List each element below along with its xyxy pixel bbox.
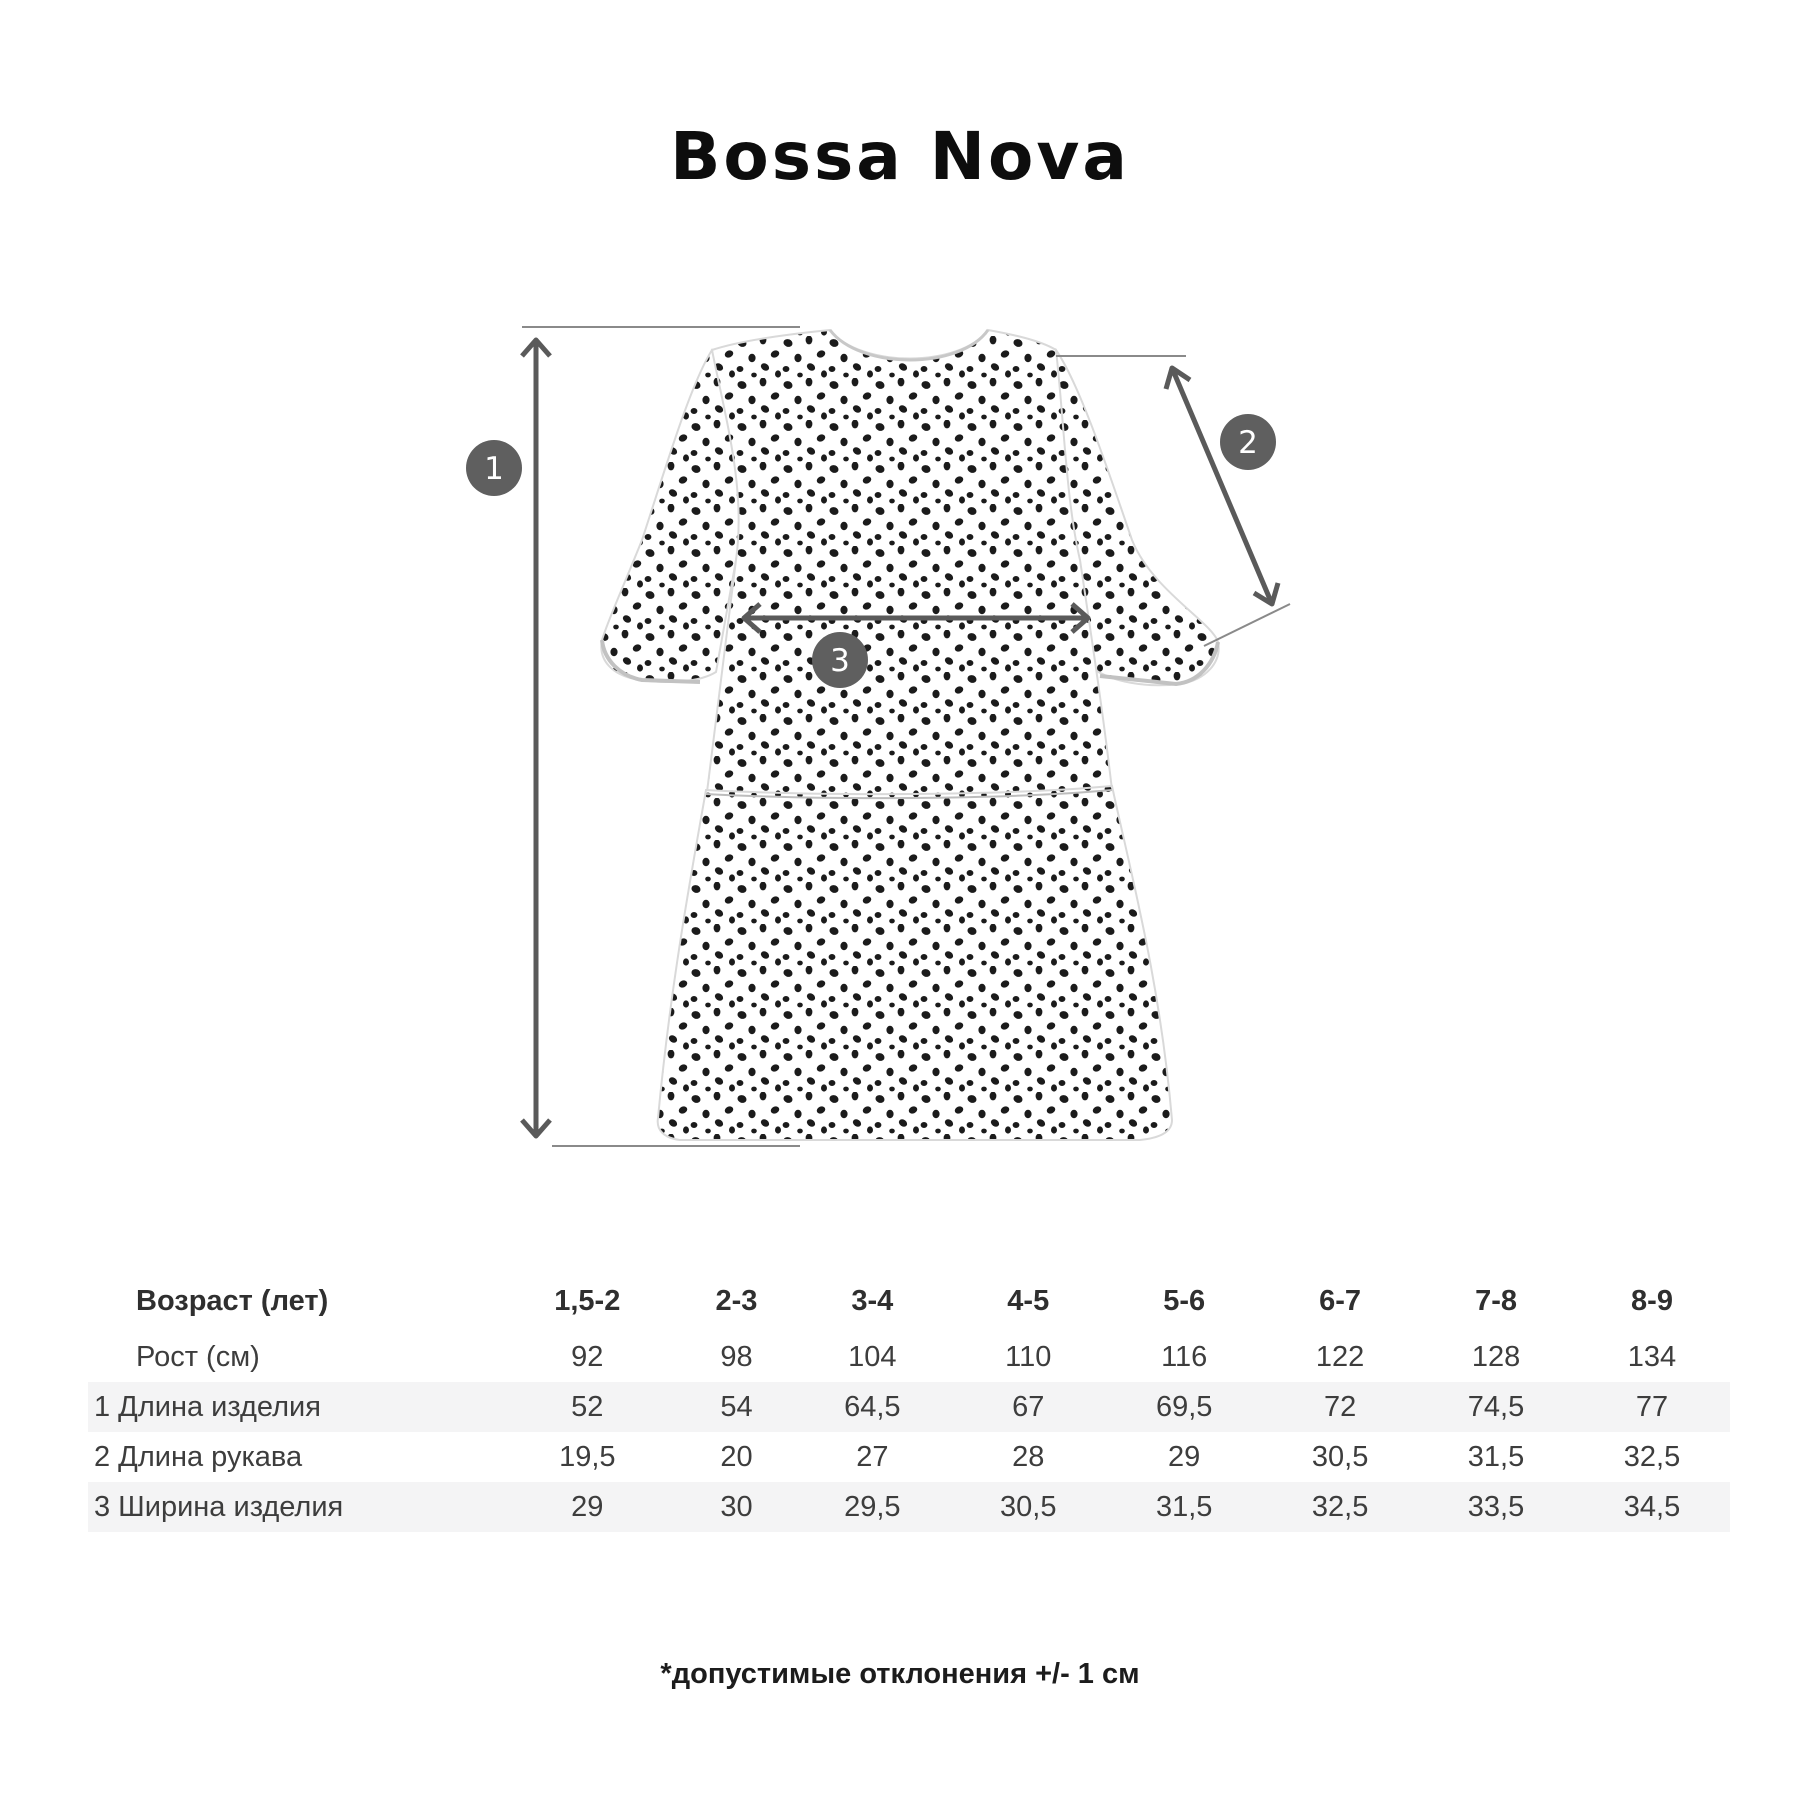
length-cell: 77 [1574,1382,1730,1432]
sleeve-guide-bottom [1204,604,1290,646]
width-cell: 30,5 [950,1482,1106,1532]
sleeve-row [88,1432,1730,1482]
age-cell: 1,5-2 [554,1284,621,1317]
length-cell: 67 [950,1382,1106,1432]
sleeve-cell: 28 [1012,1440,1045,1473]
dress-illustration [601,330,1218,1140]
height-cell: 104 [848,1340,897,1373]
marker-1-label: 1 [484,451,504,487]
length-row [88,1382,1730,1432]
height-cell: 128 [1471,1340,1521,1373]
sleeve-label: 2 Длина рукава [94,1440,303,1473]
length-cell: 69,5 [1106,1382,1262,1432]
brand-title: Bossa Nova [670,118,1130,195]
width-cell: 31,5 [1106,1482,1262,1532]
length-cell: 54 [679,1382,795,1432]
height-label: Рост (см) [136,1340,260,1373]
height-cell: 134 [1627,1340,1677,1373]
sleeve-cell: 20 [720,1440,753,1473]
length-label: 1 Длина изделия [88,1382,496,1432]
age-cell: 6-7 [1319,1284,1362,1317]
length-cell: 52 [496,1382,679,1432]
sleeve-cell: 30,5 [1311,1440,1369,1473]
height-cell: 92 [571,1340,604,1373]
age-label: Возраст (лет) [136,1284,329,1317]
height-cell: 122 [1315,1340,1365,1373]
marker-2-label: 2 [1238,425,1258,461]
width-cell: 29 [496,1482,679,1532]
sleeve-cell: 19,5 [559,1440,616,1473]
age-row [88,1270,1730,1332]
width-cell: 34,5 [1574,1482,1730,1532]
height-cell: 110 [1005,1340,1052,1373]
bodice [706,330,1112,800]
age-cell: 8-9 [1631,1284,1673,1317]
width-row [88,1482,1730,1532]
length-cell: 74,5 [1418,1382,1574,1432]
height-cell: 98 [720,1340,753,1373]
skirt [658,786,1172,1140]
marker-3-label: 3 [830,643,850,679]
height-row [88,1332,1730,1382]
age-cell: 3-4 [851,1284,894,1317]
tolerance-footnote: *допустимые отклонения +/- 1 см [660,1658,1140,1690]
length-cell: 64,5 [794,1382,950,1432]
width-cell: 32,5 [1262,1482,1418,1532]
width-cell: 33,5 [1418,1482,1574,1532]
sleeve-cell: 29 [1168,1440,1201,1473]
age-cell: 4-5 [1007,1284,1050,1317]
sleeve-cell: 32,5 [1623,1440,1681,1473]
age-cell: 5-6 [1163,1284,1206,1317]
width-cell: 30 [679,1482,795,1532]
sleeve-cell: 31,5 [1467,1440,1525,1473]
age-cell: 2-3 [715,1284,758,1317]
age-cell: 7-8 [1475,1284,1517,1317]
width-label: 3 Ширина изделия [88,1482,496,1532]
width-cell: 29,5 [794,1482,950,1532]
length-cell: 72 [1262,1382,1418,1432]
size-chart-table [88,1270,1730,1532]
height-cell: 116 [1161,1340,1208,1373]
sleeve-arrow [1172,368,1272,604]
sleeve-cell: 27 [856,1440,889,1473]
